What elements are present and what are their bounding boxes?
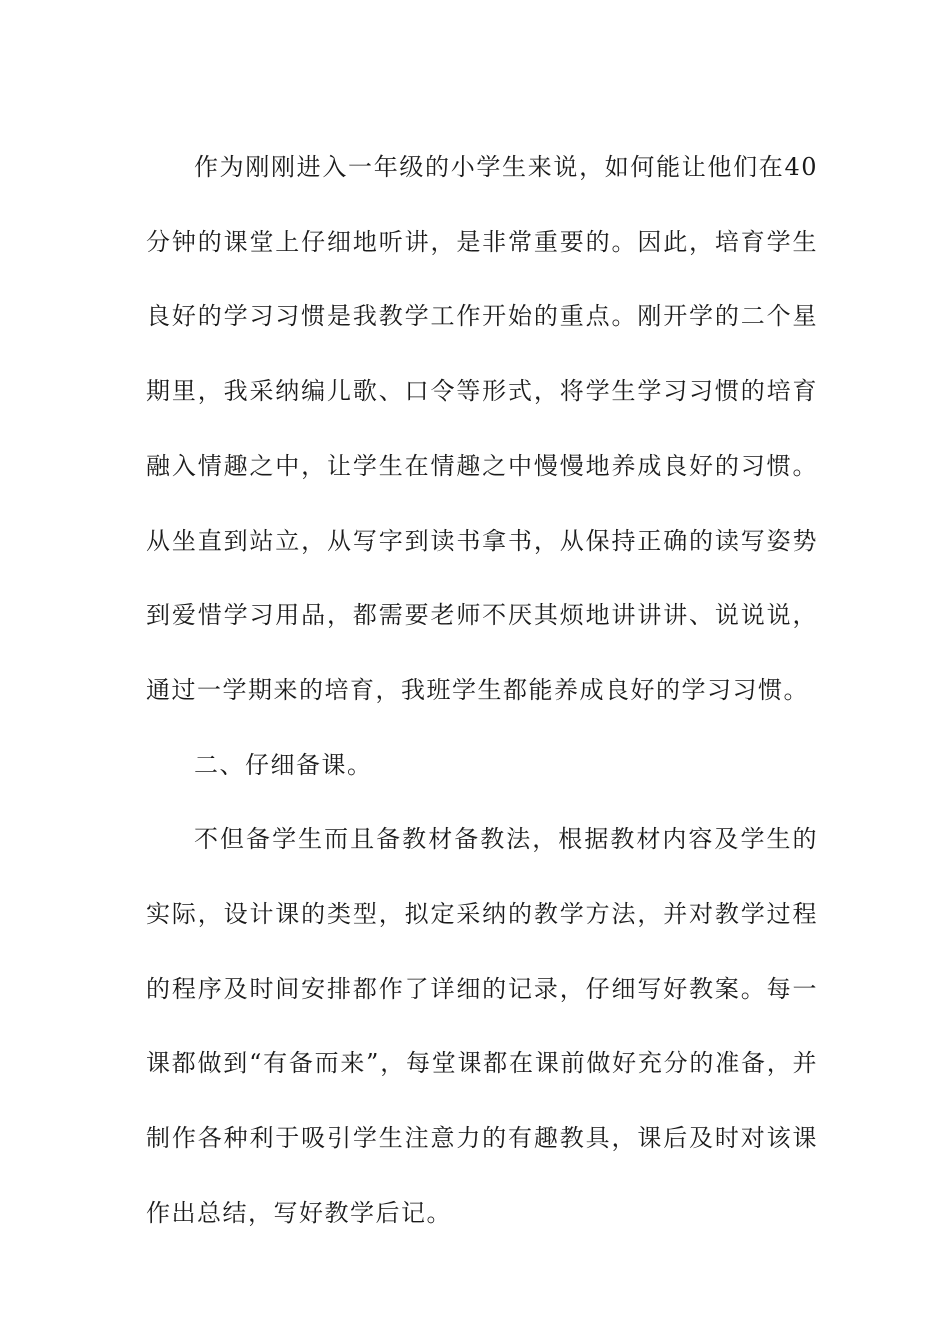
- paragraph-lesson-prep: 不但备学生而且备教材备教法，根据教材内容及学生的实际，设计课的类型，拟定采纳的教学方法，并对教学过程的程序及时间安排都作了详细的记录，仔细写好教案。每一课都做到“有备而来”，每堂课都在课前做好充分的准备，并制作各种利于吸引学生注意力的有趣教具，课后及时对该课作出总结，写好教学后记。: [146, 825, 818, 1227]
- paragraph-study-habits: 作为刚刚进入一年级的小学生来说，如何能让他们在40分钟的课堂上仔细地听讲，是非常重要的。因此，培育学生良好的学习习惯是我教学工作开始的重点。刚开学的二个星期里，我采纳编儿歌、口令等形式，将学生学习习惯的培育融入情趣之中，让学生在情趣之中慢慢地养成良好的习惯。从坐直到站立，从写字到读书拿书，从保持正确的读写姿势到爱惜学习用品，都需要老师不厌其烦地讲讲讲、说说说，通过一学期来的培育，我班学生都能养成良好的学习习惯。: [146, 153, 818, 704]
- document-body: [146, 130, 818, 1251]
- section-heading-lesson-prep: 二、仔细备课。: [194, 750, 373, 779]
